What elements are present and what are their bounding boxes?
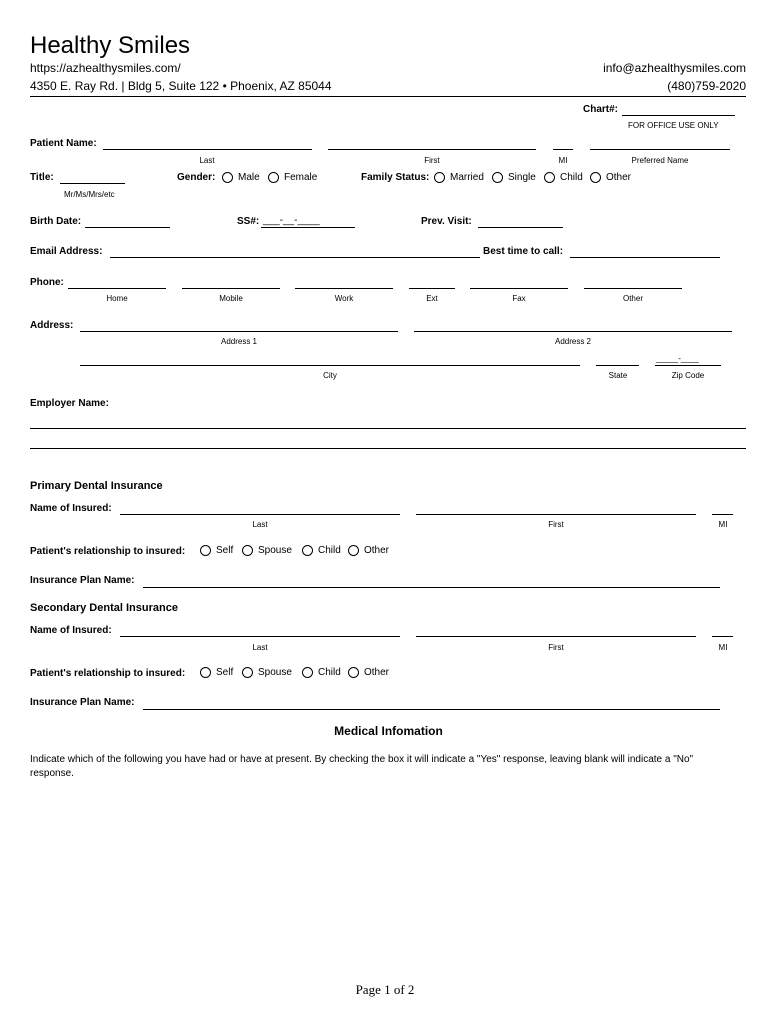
medical-instructions: Indicate which of the following you have had or have at present. By checking the box it will indicate a "Yes" response, leaving blank will indicate a "No" response.: [30, 754, 694, 779]
family-other-label: Other: [606, 172, 632, 183]
secondary-rel-spouse-label: Spouse: [258, 667, 292, 678]
primary-relationship-label: Patient's relationship to insured:: [30, 546, 186, 557]
secondary-insured-first-input[interactable]: [416, 636, 696, 637]
zip-mask: _____-____: [656, 354, 699, 363]
ss-label: SS#:: [237, 216, 260, 227]
mobile-sublabel: Mobile: [219, 294, 243, 303]
secondary-rel-other-radio[interactable]: [348, 667, 359, 678]
primary-last-sublabel: Last: [252, 520, 268, 529]
patient-name-label: Patient Name:: [30, 138, 97, 149]
practice-address: 4350 E. Ray Rd. | Bldg 5, Suite 122 • Phoenix, AZ 85044: [30, 79, 332, 93]
primary-first-sublabel: First: [548, 520, 564, 529]
fax-sublabel: Fax: [512, 294, 526, 303]
family-child-radio[interactable]: [544, 172, 555, 183]
primary-rel-child-radio[interactable]: [302, 545, 313, 556]
primary-insured-label: Name of Insured:: [30, 503, 112, 514]
patient-preferred-input[interactable]: [590, 149, 730, 150]
home-sublabel: Home: [106, 294, 128, 303]
email-label: Email Address:: [30, 246, 103, 257]
secondary-relationship-label: Patient's relationship to insured:: [30, 668, 186, 679]
practice-phone: (480)759-2020: [667, 79, 746, 93]
patient-last-input[interactable]: [103, 149, 312, 150]
address2-sublabel: Address 2: [554, 337, 592, 346]
title-input[interactable]: [60, 183, 125, 184]
employer-input-line2[interactable]: [30, 448, 746, 449]
zip-input[interactable]: [655, 365, 721, 366]
phone-label: Phone:: [30, 277, 64, 288]
practice-title: Healthy Smiles: [30, 32, 191, 59]
chart-input[interactable]: [622, 115, 735, 116]
phone-fax-input[interactable]: [470, 288, 568, 289]
phone-mobile-input[interactable]: [182, 288, 280, 289]
family-married-label: Married: [450, 172, 484, 183]
page-number: Page 1 of 2: [355, 982, 415, 997]
prev-visit-input[interactable]: [478, 227, 563, 228]
other-phone-sublabel: Other: [622, 294, 643, 303]
family-other-radio[interactable]: [590, 172, 601, 183]
ss-input[interactable]: [261, 227, 355, 228]
first-sublabel: First: [424, 156, 440, 165]
primary-rel-other-radio[interactable]: [348, 545, 359, 556]
preferred-sublabel: Preferred Name: [631, 156, 689, 165]
ss-mask: ___-__-____: [263, 215, 320, 226]
secondary-last-sublabel: Last: [252, 643, 268, 652]
gender-label: Gender:: [177, 172, 216, 183]
address1-sublabel: Address 1: [220, 337, 258, 346]
family-child-label: Child: [560, 172, 583, 183]
secondary-insured-mi-input[interactable]: [712, 636, 733, 637]
email-input[interactable]: [110, 257, 480, 258]
title-label: Title:: [30, 172, 54, 183]
phone-home-input[interactable]: [68, 288, 166, 289]
secondary-rel-self-label: Self: [216, 667, 234, 678]
secondary-plan-label: Insurance Plan Name:: [30, 697, 135, 708]
secondary-rel-self-radio[interactable]: [200, 667, 211, 678]
secondary-plan-input[interactable]: [143, 709, 720, 710]
family-married-radio[interactable]: [434, 172, 445, 183]
primary-rel-self-label: Self: [216, 545, 234, 556]
primary-rel-spouse-radio[interactable]: [242, 545, 253, 556]
state-input[interactable]: [596, 365, 639, 366]
secondary-rel-other-label: Other: [364, 667, 390, 678]
primary-insured-first-input[interactable]: [416, 514, 696, 515]
secondary-insured-last-input[interactable]: [120, 636, 400, 637]
family-single-label: Single: [508, 172, 536, 183]
best-time-input[interactable]: [570, 257, 720, 258]
ext-sublabel: Ext: [426, 294, 438, 303]
address2-input[interactable]: [414, 331, 732, 332]
practice-email: info@azhealthysmiles.com: [603, 61, 746, 75]
chart-label: Chart#:: [583, 104, 619, 115]
birth-date-label: Birth Date:: [30, 216, 82, 227]
zip-sublabel: Zip Code: [671, 371, 705, 380]
primary-plan-input[interactable]: [143, 587, 720, 588]
gender-female-radio[interactable]: [268, 172, 279, 183]
secondary-mi-sublabel: MI: [718, 643, 728, 652]
employer-label: Employer Name:: [30, 398, 109, 409]
birth-date-input[interactable]: [85, 227, 170, 228]
gender-male-label: Male: [238, 172, 260, 183]
primary-rel-child-label: Child: [318, 545, 341, 556]
city-input[interactable]: [80, 365, 580, 366]
primary-insured-last-input[interactable]: [120, 514, 400, 515]
primary-plan-label: Insurance Plan Name:: [30, 575, 135, 586]
medical-heading: Medical Infomation: [334, 724, 443, 738]
employer-input-line1[interactable]: [30, 428, 746, 429]
patient-first-input[interactable]: [328, 149, 536, 150]
primary-rel-spouse-label: Spouse: [258, 545, 292, 556]
patient-mi-input[interactable]: [553, 149, 573, 150]
last-sublabel: Last: [199, 156, 215, 165]
secondary-rel-child-label: Child: [318, 667, 341, 678]
secondary-rel-spouse-radio[interactable]: [242, 667, 253, 678]
gender-male-radio[interactable]: [222, 172, 233, 183]
primary-rel-other-label: Other: [364, 545, 390, 556]
prev-visit-label: Prev. Visit:: [421, 216, 472, 227]
phone-ext-input[interactable]: [409, 288, 455, 289]
secondary-first-sublabel: First: [548, 643, 564, 652]
best-time-label: Best time to call:: [483, 246, 564, 257]
title-hint: Mr/Ms/Mrs/etc: [64, 190, 115, 199]
secondary-rel-child-radio[interactable]: [302, 667, 313, 678]
family-single-radio[interactable]: [492, 172, 503, 183]
phone-other-input[interactable]: [584, 288, 682, 289]
state-sublabel: State: [608, 371, 628, 380]
header-divider: [30, 96, 746, 97]
primary-rel-self-radio[interactable]: [200, 545, 211, 556]
mi-sublabel: MI: [558, 156, 568, 165]
secondary-insured-label: Name of Insured:: [30, 625, 112, 636]
office-use-note: FOR OFFICE USE ONLY: [628, 121, 719, 130]
city-sublabel: City: [323, 371, 337, 380]
primary-insurance-heading: Primary Dental Insurance: [30, 480, 163, 492]
address-label: Address:: [30, 320, 74, 331]
gender-female-label: Female: [284, 172, 318, 183]
phone-work-input[interactable]: [295, 288, 393, 289]
primary-insured-mi-input[interactable]: [712, 514, 733, 515]
primary-mi-sublabel: MI: [718, 520, 728, 529]
work-sublabel: Work: [334, 294, 354, 303]
secondary-insurance-heading: Secondary Dental Insurance: [30, 602, 178, 614]
family-status-label: Family Status:: [361, 172, 430, 183]
address1-input[interactable]: [80, 331, 398, 332]
practice-website: https://azhealthysmiles.com/: [30, 61, 181, 75]
